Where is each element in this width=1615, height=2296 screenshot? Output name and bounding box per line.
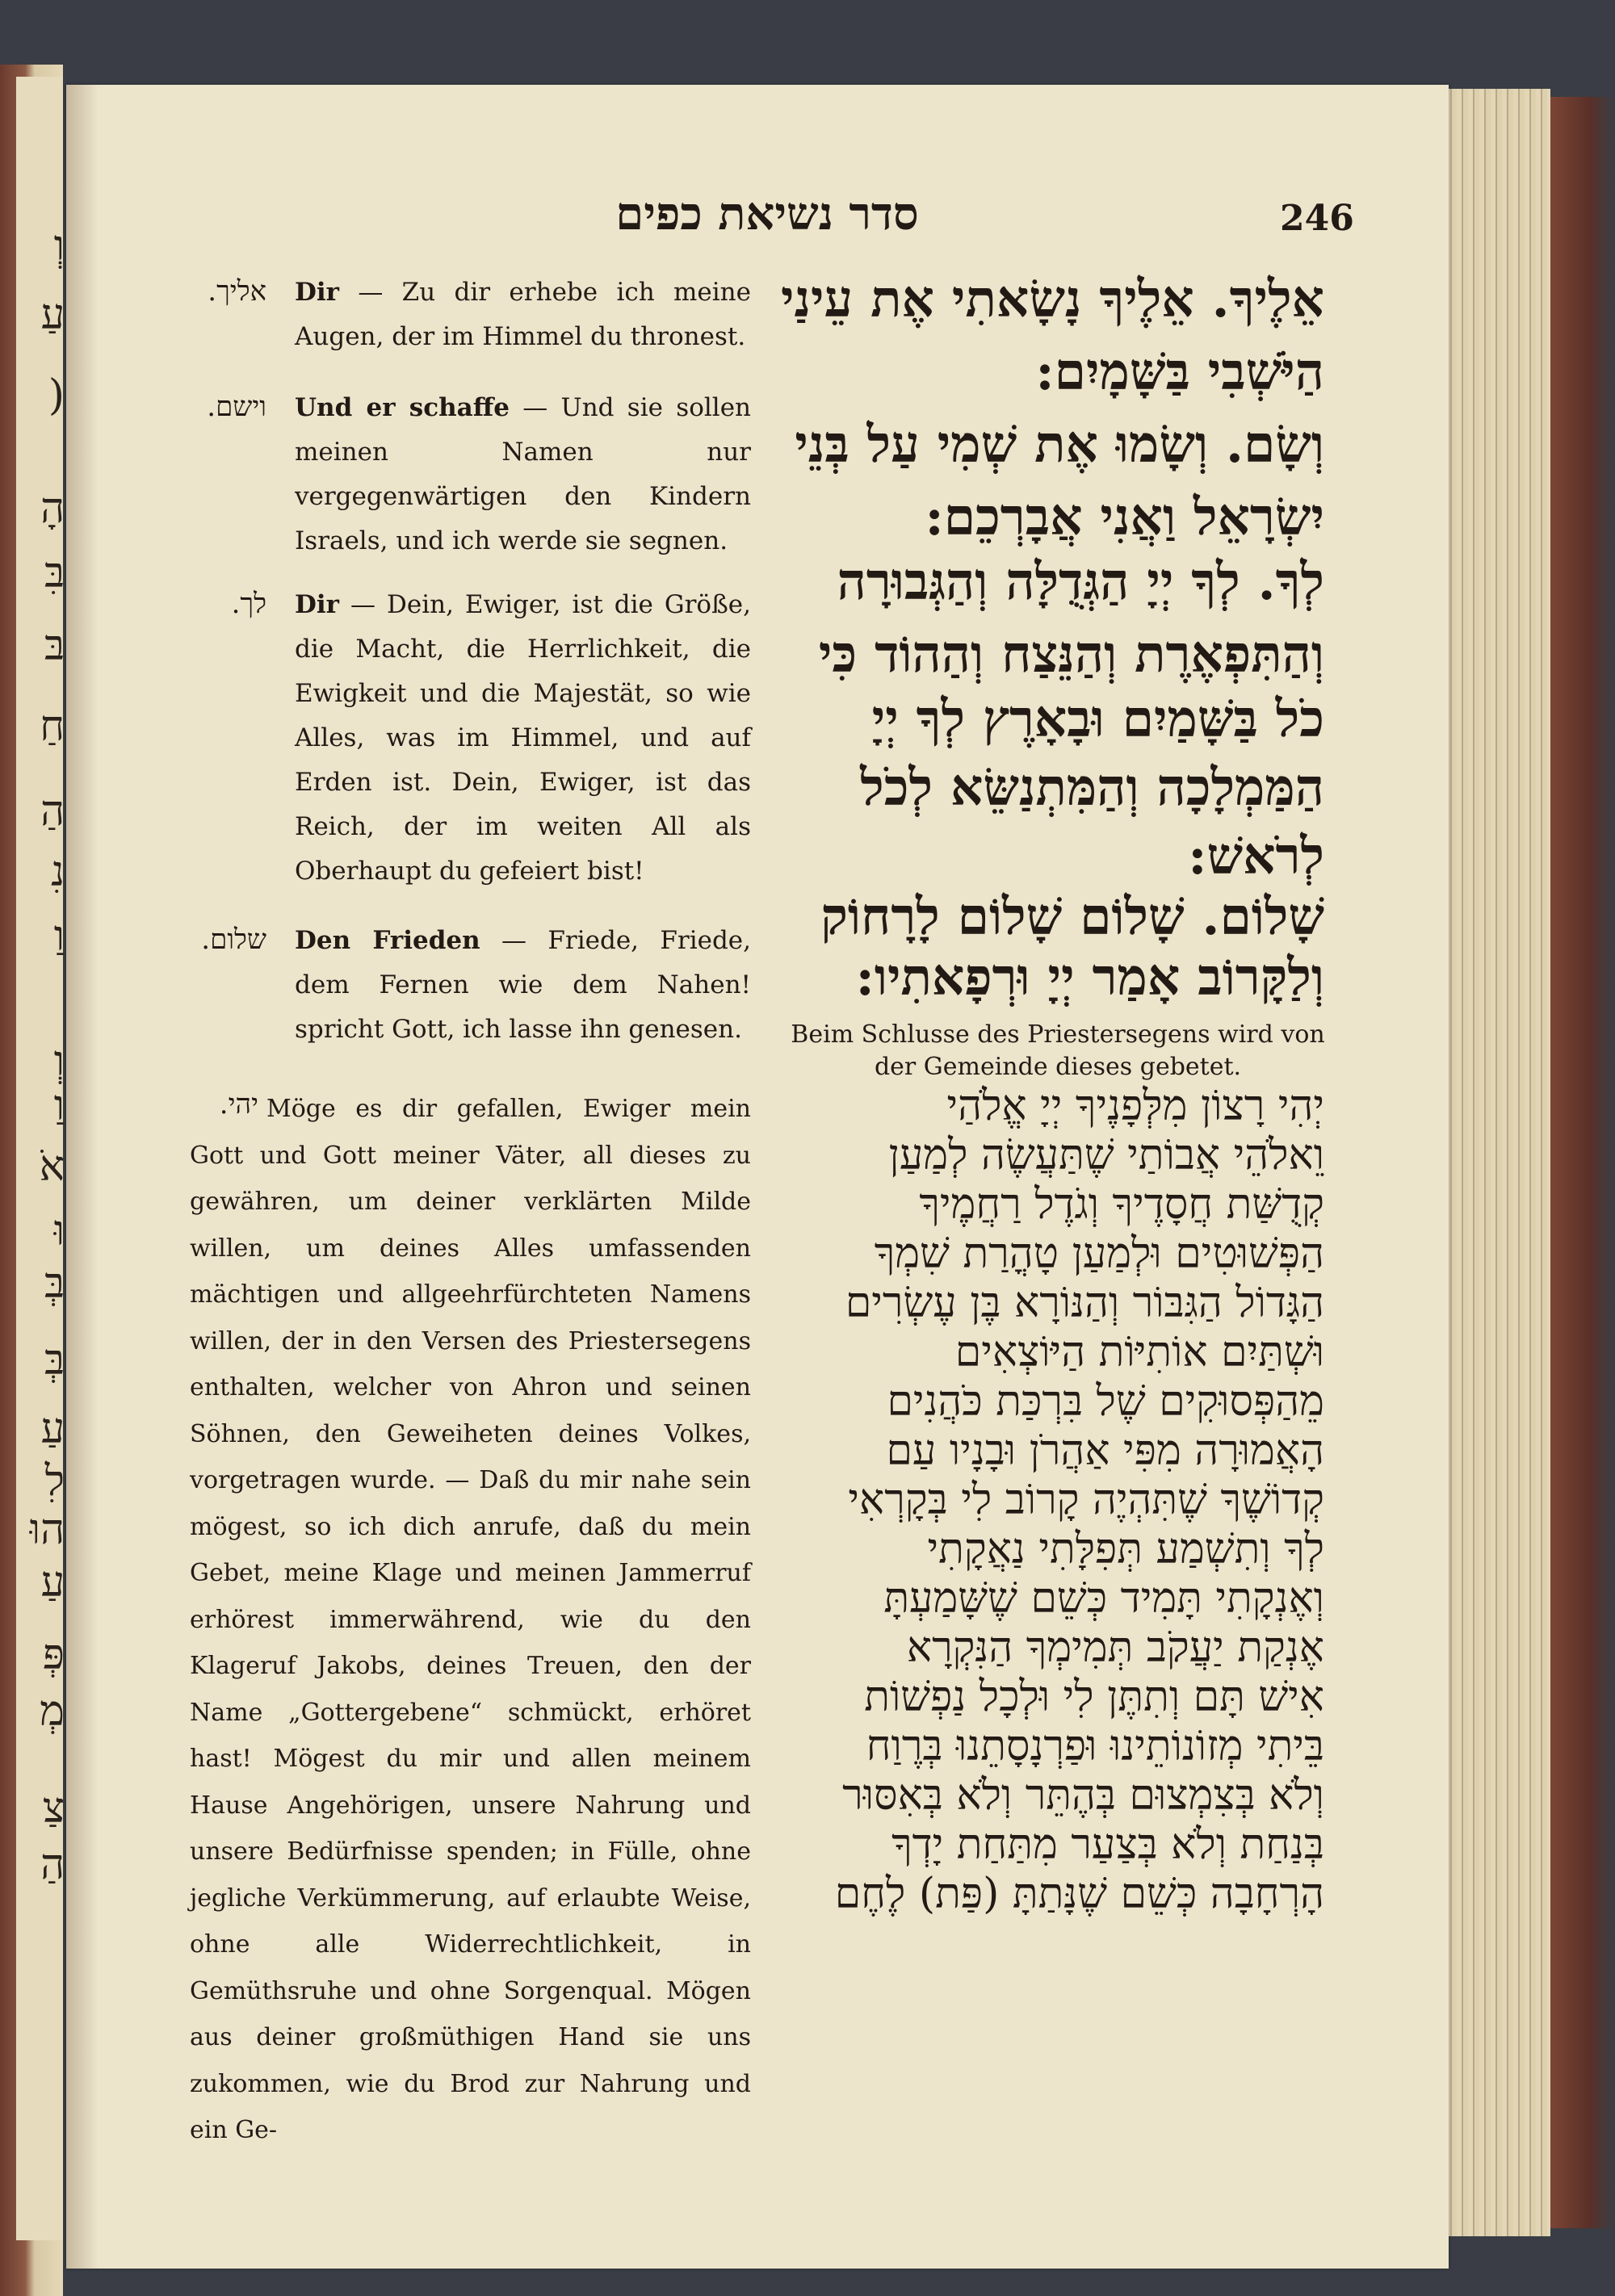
commentary-note bbox=[295, 919, 751, 1048]
facing-page-glyph: הָ bbox=[40, 484, 65, 533]
hebrew-prayer-line: הַפְּשׁוּטִים וּלְמַעַן טָהֳרַת שִׁמְךָ bbox=[874, 1230, 1324, 1278]
hebrew-prayer-line: הָרְחָבָה כְּשֵׁם שֶׁנָּתַתָּ (פַּת) לֶחֶם bbox=[834, 1870, 1324, 1918]
hebrew-prayer-line: יְהִי רָצוֹן מִלְּפָנֶיךָ יְיָ אֱלֹהַי bbox=[946, 1082, 1324, 1130]
commentary-note bbox=[295, 583, 751, 898]
facing-page-glyph: עַ bbox=[40, 1558, 65, 1607]
note-marker: שלום. bbox=[201, 924, 266, 956]
facing-page-glyph: ( bbox=[48, 371, 65, 420]
hebrew-prayer-line: הַגָּדוֹל הַגִּבּוֹר וְהַנּוֹרָא בֶּן עֶשְׂרִים bbox=[845, 1279, 1324, 1327]
facing-page-glyph: עַ bbox=[40, 1405, 65, 1453]
hebrew-line: וְלַקָּרוֹב אָמַר יְיָ וּרְפָאתִיו: bbox=[855, 947, 1324, 1007]
hebrew-line: לְךָ. לְךָ יְיָ הַגְּדֻלָּה וְהַגְּבוּרָה bbox=[837, 551, 1324, 611]
hebrew-prayer-line: הָאֲמוּרָה מִפִּי אַהֲרֹן וּבָנָיו עַם bbox=[886, 1427, 1324, 1475]
note-text: — Und sie sollen meinen Namen nur vergegenwärtigen den Kindern Israels, und ich werde sie segnen. bbox=[295, 393, 752, 555]
facing-page-glyph: נִ bbox=[51, 848, 65, 896]
page-number: 246 bbox=[1280, 198, 1354, 239]
note-text: — Friede, Friede, dem Fernen wie dem Nahen! spricht Gott, ich lasse ihn genesen. bbox=[295, 926, 751, 1044]
facing-page-glyph: בְּ bbox=[44, 1336, 65, 1385]
hebrew-prayer-line: וְאֶנְקָתִי תָּמִיד כְּשֵׁם שֶׁשָּׁמַעְתָּ bbox=[883, 1574, 1324, 1623]
hebrew-prayer-line: בְּנַחַת וְלֹא בְּצַעַר מִתַּחַת יָדְךָ bbox=[891, 1820, 1324, 1869]
facing-page-glyph: וְ bbox=[53, 222, 65, 270]
prayer-marker: יהי. bbox=[219, 1088, 258, 1121]
hebrew-line: כֹל בַּשָּׁמַיִם וּבָאָרֶץ לְךָ יְיָ bbox=[871, 689, 1324, 748]
hebrew-line: שָׁלוֹם. שָׁלוֹם שָׁלוֹם לָרָחוֹק bbox=[820, 886, 1324, 946]
hebrew-line: יִשְׂרָאֵל וַאֲנִי אֲבָרְכֵם: bbox=[925, 487, 1324, 547]
commentary-note bbox=[295, 270, 751, 359]
note-lemma: Dir bbox=[295, 278, 339, 307]
facing-page-glyph: אֹ bbox=[39, 1142, 65, 1191]
facing-page-glyph: לִ bbox=[44, 1457, 65, 1506]
gutter-shadow bbox=[66, 85, 99, 2269]
hebrew-prayer-line: אֶנְקַת יַעֲקֹב תְּמִימְךָ הַנִּקְרָא bbox=[906, 1624, 1324, 1672]
book-cover-edge-right bbox=[1550, 97, 1615, 2228]
prayer-translation: Möge es dir gefallen, Ewiger mein Gott und Gott meiner Väter, all dieses zu gewähren, um deiner verklärten Milde willen, um deines Alles umfassenden mächtigen und allgeehrfürchteten Namens willen, der in den Versen des Priestersegens enthalten, welcher von Ahron und seinen Söhnen, den Geweiheten deines Volkes, vorgetragen wurde. — Daß du mir nahe sein mögest, so ich dich anrufe, daß du mein Gebet, meine Klage und meinen Jammerruf erhörest immerwährend, wie du den Klageruf Jakobs, deines Treuen, den der Name „Gottergebene“ schmückt, erhöret hast! Mögest du mir und allen meinem Hause Angehörigen, unsere Nahrung und unsere Bedürfnisse spenden; in Fülle, ohne jegliche Verkümmerung, auf erlaubte Weise, ohne alle Widerrechtlichkeit, in Gemüthsruhe und ohne Sorgenqual. Mögen aus deiner großmüthigen Hand sie uns zukommen, wie du Brod zur Nahrung und ein Ge- bbox=[190, 1095, 751, 2144]
hebrew-prayer-line: אִישׁ תָּם וְתִתֶּן לִי וּלְכָל נַפְשׁוֹת bbox=[864, 1673, 1324, 1721]
hebrew-prayer-line: וּשְׁתַּיִם אוֹתִיּוֹת הַיּוֹצְאִים bbox=[954, 1328, 1324, 1376]
page-block-edge bbox=[1445, 89, 1550, 2236]
note-lemma: Dir bbox=[295, 590, 339, 619]
facing-page-glyph: חַ bbox=[40, 702, 65, 751]
facing-page-glyph: הוּ bbox=[29, 1506, 65, 1554]
note-marker: וישם. bbox=[207, 391, 266, 423]
facing-page-glyph: וַ bbox=[53, 912, 65, 961]
hebrew-prayer-line: וֵאלֹהֵי אֲבוֹתַי שֶׁתַּעֲשֶׂה לְמַעַן bbox=[888, 1131, 1324, 1179]
hebrew-line: הַיֹּשְׁבִי בַּשָּׁמָיִם: bbox=[1035, 341, 1324, 401]
hebrew-line: לְרֹאשׁ: bbox=[1188, 826, 1324, 886]
facing-page-glyph: בּ bbox=[44, 622, 65, 670]
note-text: — Zu dir erhebe ich meine Augen, der im Himmel du thronest. bbox=[295, 278, 751, 351]
hebrew-prayer-line: קְדֻשַּׁת חֲסָדֶיךָ וְגֹדֶל רַחֲמֶיךָ bbox=[919, 1180, 1324, 1229]
facing-page-glyph: וַ bbox=[53, 1082, 65, 1130]
note-marker: אליך. bbox=[208, 275, 266, 308]
facing-page-glyph: וְ bbox=[53, 1037, 65, 1086]
facing-page-glyph: בְּ bbox=[44, 1259, 65, 1308]
note-lemma: Den Frieden bbox=[295, 926, 480, 955]
note-marker: לך. bbox=[231, 588, 266, 620]
hebrew-prayer-line: קְדוֹשֶׁךָ שֶׁתִּהְיֶה קָרוֹב לִי בְּקָרְאִי bbox=[848, 1476, 1324, 1524]
hebrew-prayer-line: לְךָ וְתִשְׁמַע תְּפִלָּתִי נַאֲקָתִי bbox=[927, 1525, 1324, 1573]
facing-page-glyph: מְ bbox=[40, 1687, 65, 1736]
hebrew-prayer-line: מֵהַפְּסוּקִים שֶׁל בִּרְכַּת כֹּהֲנִים bbox=[887, 1377, 1324, 1426]
facing-page-glyph: הַ bbox=[40, 1841, 65, 1889]
facing-page-glyph: וּ bbox=[53, 1207, 65, 1255]
facing-page-glyph: עַ bbox=[40, 291, 65, 339]
running-title: סדר נשיאת כפים bbox=[615, 187, 919, 241]
note-lemma: Und er schaffe bbox=[295, 393, 510, 422]
rubric-instruction: Beim Schlusse des Priestersegens wird von der Gemeinde dieses gebetet. bbox=[791, 1020, 1325, 1081]
facing-page-glyph: בִּ bbox=[44, 549, 65, 597]
facing-page-glyph: פְּ bbox=[42, 1631, 65, 1679]
hebrew-line: וְשָׂם. וְשָׂמוּ אֶת שְׁמִי עַל בְּנֵי bbox=[795, 414, 1324, 474]
hebrew-line: הַמַּמְלָכָה וְהַמִּתְנַשֵּׂא לְכֹל bbox=[860, 757, 1324, 817]
facing-page-glyph: צַ bbox=[42, 1784, 65, 1833]
hebrew-prayer-line: וְלֹא בְּצִמְצוּם בְּהֶתֵּר וְלֹא בְּאִסּוּר bbox=[842, 1771, 1324, 1820]
hebrew-prayer-line: בֵּיתִי מְזוֹנוֹתֵינוּ וּפַרְנָסָתֵנוּ בְּרֶוַח bbox=[866, 1722, 1324, 1770]
facing-page-fragment bbox=[16, 77, 63, 2240]
facing-page-glyph: הַ bbox=[40, 787, 65, 836]
note-text: — Dein, Ewiger, ist die Größe, die Macht, die Herrlichkeit, die Ewigkeit und die Majestät, so wie Alles, was im Himmel, und auf Erden ist. Dein, Ewiger, ist das Reich, der im weiten All als Oberhaupt du gefeiert bist! bbox=[295, 590, 751, 886]
hebrew-line: וְהַתִּפְאֶרֶת וְהַנֵּצַח וְהַהוֹד כִּי bbox=[818, 624, 1324, 684]
commentary-note bbox=[295, 386, 751, 564]
hebrew-line: אֵלֶיךָ. אֵלֶיךָ נָשָׂאתִי אֶת עֵינַי bbox=[781, 269, 1324, 329]
